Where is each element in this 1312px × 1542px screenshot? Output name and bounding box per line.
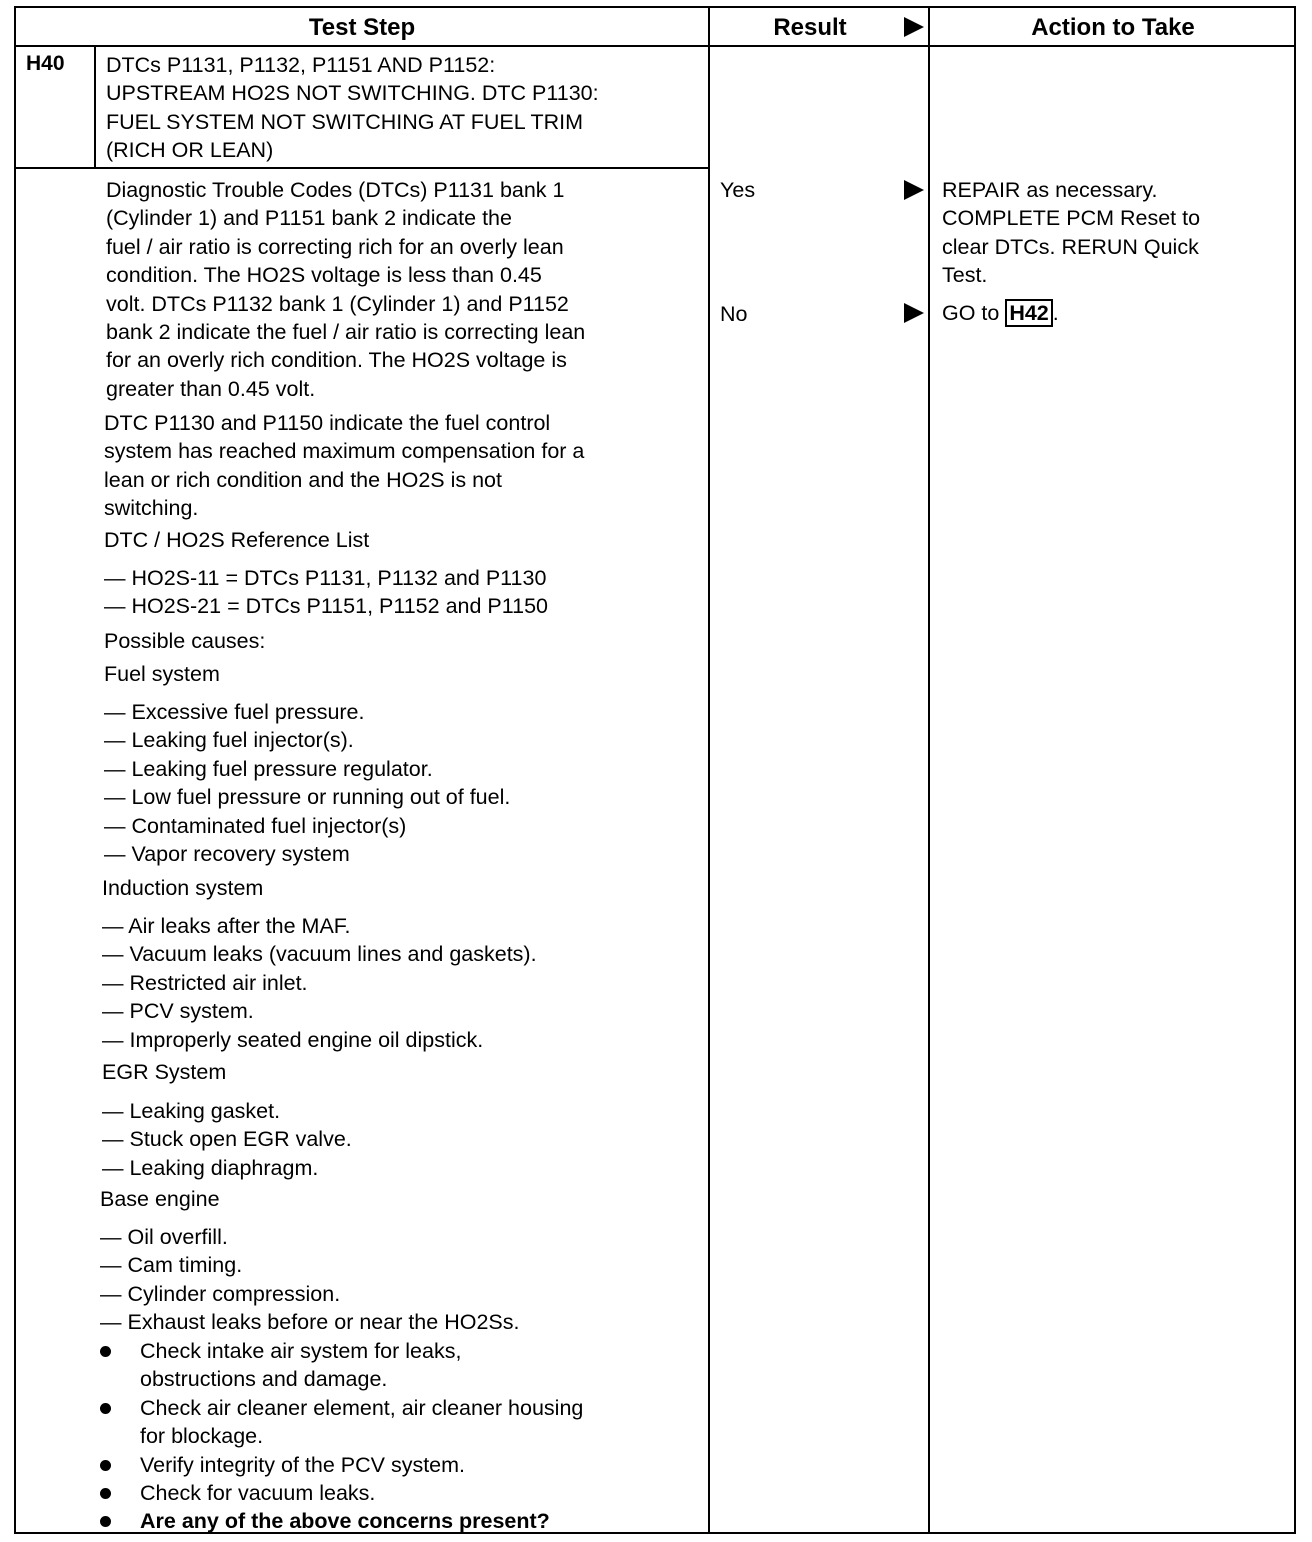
- result-no-arrow-icon: [904, 303, 924, 323]
- action-yes: REPAIR as necessary. COMPLETE PCM Reset to clear DTCs. RERUN Quick Test.: [942, 178, 1201, 288]
- result-no: No: [720, 302, 748, 326]
- fuel-system-title: Fuel system: [104, 662, 220, 686]
- bullet-question: Are any of the above concerns present?: [140, 1509, 550, 1533]
- reference-list-title: DTC / HO2S Reference List: [104, 528, 370, 552]
- description-paragraph-2: DTC P1130 and P1150 indicate the fuel control system has reached maximum compensation for a lean or rich condition and the HO2S is not switching.: [104, 411, 585, 521]
- header-test-step: Test Step: [308, 14, 416, 41]
- reference-list: — HO2S-11 = DTCs P1131, P1132 and P1130 — HO2S-21 = DTCs P1151, P1152 and P1150: [104, 566, 548, 619]
- diagnostic-table: [14, 6, 1296, 1534]
- possible-causes-label: Possible causes:: [104, 629, 266, 653]
- header-result: Result: [773, 14, 847, 41]
- go-to-h42-link[interactable]: H42: [1005, 299, 1052, 327]
- column-divider-2: [928, 8, 930, 1534]
- bullet-dot-icon: [100, 1346, 111, 1357]
- bullet-dot-icon: [100, 1460, 111, 1471]
- base-engine-list: — Oil overfill. — Cam timing. — Cylinder compression. — Exhaust leaks before or near the HO2Ss.: [100, 1225, 520, 1335]
- induction-system-title: Induction system: [102, 876, 264, 900]
- header-divider: [16, 45, 1296, 47]
- step-title: DTCs P1131, P1132, P1151 AND P1152: UPSTREAM HO2S NOT SWITCHING. DTC P1130: FUEL SYSTEM NOT SWITCHING AT FUEL TRIM (RICH OR LEAN): [106, 53, 599, 163]
- bullet-check-air-cleaner: Check air cleaner element, air cleaner housing for blockage.: [140, 1396, 584, 1449]
- step-id-divider: [94, 45, 96, 169]
- egr-system-title: EGR System: [102, 1060, 227, 1084]
- column-divider-1: [708, 8, 710, 1534]
- result-yes: Yes: [720, 178, 756, 202]
- result-yes-arrow-icon: [904, 180, 924, 200]
- step-id: H40: [26, 52, 65, 75]
- description-paragraph-1: Diagnostic Trouble Codes (DTCs) P1131 bank 1 (Cylinder 1) and P1151 bank 2 indicate the fuel / air ratio is correcting rich for an overly lean condition. The HO2S voltage is less than 0.45 volt. DTCs P1132 bank 1 (Cylinder 1) and P1152 bank 2 indicate the fuel / air ratio is correcting lean for an overly rich condition. The HO2S voltage is greater than 0.45 volt.: [106, 178, 586, 401]
- fuel-system-list: — Excessive fuel pressure. — Leaking fuel injector(s). — Leaking fuel pressure regulator. — Low fuel pressure or running out of fuel. — Contaminated fuel injector(s) — Vapor recovery system: [104, 700, 511, 867]
- egr-system-list: — Leaking gasket. — Stuck open EGR valve. — Leaking diaphragm.: [102, 1099, 352, 1180]
- bullet-dot-icon: [100, 1403, 111, 1414]
- bullet-dot-icon: [100, 1516, 111, 1527]
- induction-system-list: — Air leaks after the MAF. — Vacuum leaks (vacuum lines and gaskets). — Restricted air inlet. — PCV system. — Improperly seated engine oil dipstick.: [102, 914, 537, 1052]
- title-divider: [16, 167, 708, 169]
- bullet-check-intake: Check intake air system for leaks, obstructions and damage.: [140, 1339, 462, 1392]
- bullet-dot-icon: [100, 1488, 111, 1499]
- header-arrow-icon: [904, 17, 924, 37]
- base-engine-title: Base engine: [100, 1187, 220, 1211]
- bullet-check-vacuum: Check for vacuum leaks.: [140, 1481, 376, 1505]
- header-action: Action to Take: [1031, 14, 1195, 41]
- bullet-verify-pcv: Verify integrity of the PCV system.: [140, 1453, 466, 1477]
- action-no: GO to H42 .: [942, 301, 1059, 325]
